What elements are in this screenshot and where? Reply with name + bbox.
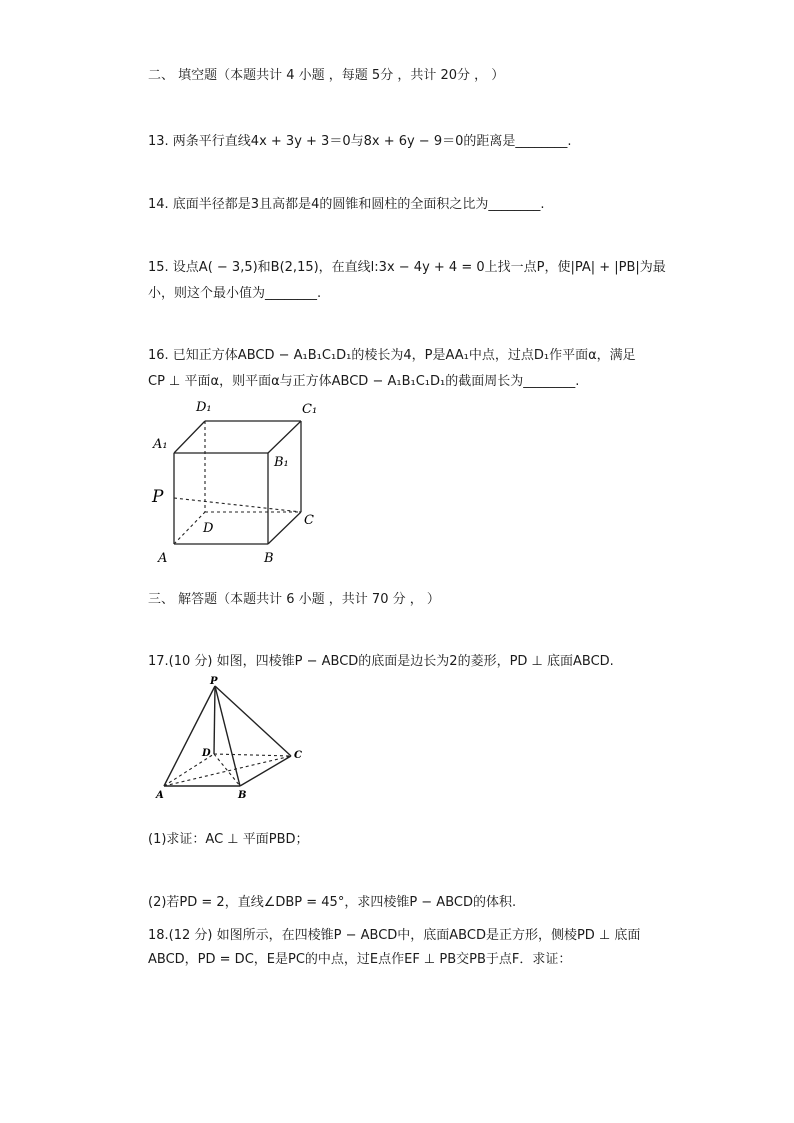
label-c1: C₁ [302, 402, 318, 417]
question-16-line-2: CP ⊥ 平面α，则平面α与正方体ABCD − A₁B₁C₁D₁的截面周长为________. [148, 374, 580, 389]
diagonal-ac [164, 756, 291, 786]
question-15-line-1: 15. 设点A( − 3,5)和B(2,15)，在直线l:3x − 4y + 4 = 0上找一点P，使|PA| + |PB|为最 [148, 260, 666, 275]
question-18-line-1: 18.(12 分) 如图所示，在四棱锥P − ABCD中，底面ABCD是正方形，侧棱PD ⊥ 底面 [148, 928, 641, 943]
question-17: 17.(10 分) 如图，四棱锥P − ABCD的底面是边长为2的菱形，PD ⊥ 底面ABCD. [148, 654, 614, 669]
label-p: P [152, 487, 164, 507]
edge-b1c1 [268, 421, 301, 453]
edge-pd [214, 686, 215, 754]
cube-figure [146, 396, 336, 568]
edge-dc [214, 754, 291, 756]
label-c: C [294, 750, 302, 761]
edge-a1d1 [174, 421, 205, 453]
question-14: 14. 底面半径都是3且高都是4的圆锥和圆柱的全面积之比为________. [148, 197, 545, 212]
question-15-line-2: 小，则这个最小值为________. [148, 286, 322, 301]
label-p: P [210, 676, 218, 687]
edge-pa [164, 686, 215, 786]
section-2-heading: 二、 填空题（本题共计 4 小题 ，每题 5分 ，共计 20分 ， ） [148, 68, 505, 83]
edge-bc [240, 756, 291, 786]
label-b1: B₁ [274, 455, 289, 470]
question-17-part-2: (2)若PD = 2，直线∠DBP = 45°，求四棱锥P − ABCD的体积. [148, 895, 517, 910]
label-d: D [203, 521, 214, 536]
label-b: B [238, 790, 247, 801]
label-a: A [158, 551, 168, 566]
question-16-line-1: 16. 已知正方体ABCD − A₁B₁C₁D₁的棱长为4，P是AA₁中点，过点D₁作平面α，满足 [148, 348, 636, 363]
edge-ad [174, 512, 205, 544]
pyramid-figure [150, 674, 310, 804]
edge-pb [215, 686, 240, 786]
label-d: D [202, 748, 211, 759]
section-3-heading: 三、 解答题（本题共计 6 小题 ，共计 70 分 ， ） [148, 592, 440, 607]
segment-pc [174, 498, 301, 512]
edge-pc [215, 686, 291, 756]
label-b: B [264, 551, 274, 566]
edge-bc [268, 512, 301, 544]
label-d1: D₁ [196, 400, 212, 415]
question-17-part-1: (1)求证：AC ⊥ 平面PBD； [148, 832, 309, 847]
question-18-line-2: ABCD，PD = DC，E是PC的中点，过E点作EF ⊥ PB交PB于点F．求证： [148, 952, 572, 967]
label-a1: A₁ [153, 437, 168, 452]
label-a: A [156, 790, 164, 801]
question-13: 13. 两条平行直线4x + 3y + 3＝0与8x + 6y − 9＝0的距离是________. [148, 134, 572, 149]
label-c: C [304, 513, 314, 528]
